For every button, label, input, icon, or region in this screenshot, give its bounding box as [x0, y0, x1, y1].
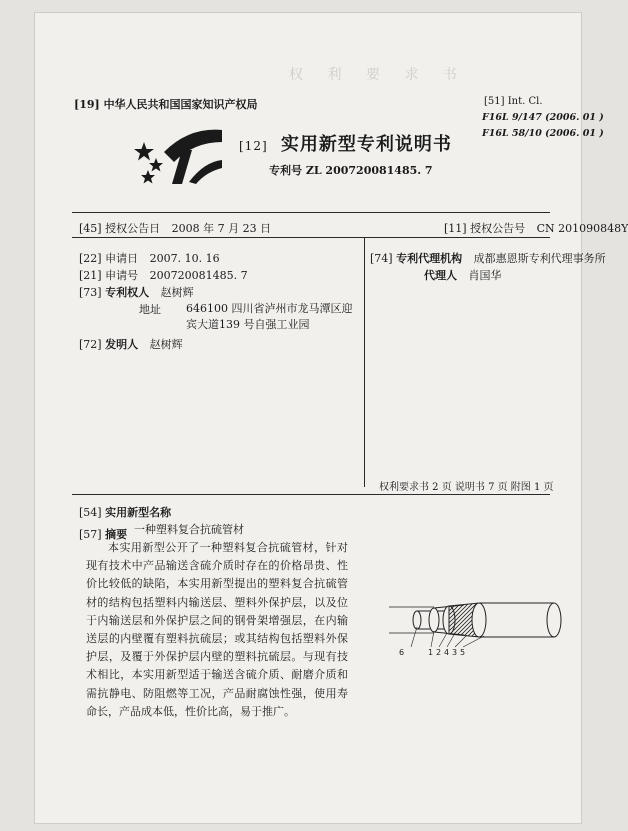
grant-date-label: 授权公告日	[105, 222, 161, 235]
figure-label-6: 6	[399, 648, 405, 657]
agent-value: 肖国华	[468, 269, 502, 282]
bleed-through-text: 权 利 要 求 书	[289, 67, 467, 83]
patentee	[79, 284, 194, 300]
application-number	[79, 267, 248, 283]
utility-name-number: [54]	[79, 506, 102, 519]
agency-label: 专利代理机构	[396, 252, 463, 265]
agency-value: 成都惠恩斯专利代理事务所	[473, 252, 606, 265]
application-number-value: 200720081485. 7	[149, 269, 248, 282]
inventor	[79, 336, 183, 352]
address-label: 地址	[139, 303, 161, 316]
patent-agency	[370, 250, 606, 266]
figure-label-3: 3	[452, 648, 458, 657]
figure-label-1: 1	[428, 648, 434, 657]
agency-number: [74]	[370, 252, 393, 265]
abstract-text: 本实用新型公开了一种塑料复合抗硫管材，针对现有技术中产品输送含硫介质时存在的价格昂贵、性价比较低的缺陷，本实用新型提出的塑料复合抗硫管材的结构包括塑料内输送层、塑料外保护层，以及位于内输送层和外保护层之间的钢骨架增强层，在内输送层的内壁覆有塑料抗硫层；或其结构包括塑料外保护层，及覆于外保护层内壁的塑料抗硫层。与现有技术相比，本实用新型适于输送含硫介质、耐磨介质和需抗静电、防阻燃等工况，产品耐腐蚀性强，使用寿命长，产品成本低，性价比高，易于推广。	[86, 541, 348, 718]
patent-number: 专利号 ZL 200720081485. 7	[269, 164, 433, 177]
sipo-logo-icon	[134, 122, 224, 192]
inventor-label: 发明人	[105, 338, 139, 351]
filing-date-label: 申请日	[105, 252, 139, 265]
abstract-number: [57]	[79, 528, 102, 541]
grant-number-number: [11]	[444, 222, 467, 235]
office-number: [19]	[74, 98, 100, 111]
filing-date	[79, 250, 220, 266]
filing-date-number: [22]	[79, 252, 102, 265]
grant-date	[79, 220, 271, 236]
application-number-label: 申请号	[105, 269, 139, 282]
title-text: 实用新型专利说明书	[280, 134, 452, 155]
utility-model-name-label	[79, 504, 171, 520]
inventor-number: [72]	[79, 338, 102, 351]
title-number: [12]	[239, 139, 268, 153]
int-cl-header	[484, 96, 543, 107]
figure-label-4: 4	[444, 648, 450, 657]
document-page	[34, 12, 628, 824]
patentee-number: [73]	[79, 286, 102, 299]
utility-model-name: 一种塑料复合抗硫管材	[134, 523, 244, 536]
grant-number-value: CN 201090848Y	[536, 222, 628, 235]
filing-date-value: 2007. 10. 16	[149, 252, 220, 265]
grant-number-label: 授权公告号	[470, 222, 526, 235]
utility-name-label: 实用新型名称	[105, 506, 172, 519]
int-cl-number: [51]	[484, 96, 505, 107]
ipc-class-2: F16L 58/10 (2006. 01 )	[482, 128, 604, 139]
inventor-value: 赵树辉	[149, 338, 183, 351]
patentee-label: 专利权人	[105, 286, 150, 299]
patent-agent	[424, 267, 502, 283]
abstract-heading-label: 摘要	[105, 528, 128, 541]
grant-date-value: 2008 年 7 月 23 日	[171, 222, 272, 235]
address-value: 646100 四川省泸州市龙马潭区迎宾大道139 号自强工业园	[186, 302, 353, 331]
column-divider	[364, 237, 365, 487]
patentee-value: 赵树辉	[160, 286, 194, 299]
application-number-number: [21]	[79, 269, 102, 282]
ipc-class-1: F16L 9/147 (2006. 01 )	[482, 112, 604, 123]
page-count-info: 权利要求书 2 页 说明书 7 页 附图 1 页	[379, 482, 554, 493]
office-header	[74, 96, 258, 112]
int-cl-label: Int. Cl.	[507, 96, 543, 107]
rule-bottom	[72, 494, 550, 495]
rule-top	[72, 212, 550, 213]
figure-label-2: 2	[436, 648, 442, 657]
rule-middle	[72, 237, 550, 238]
document-title	[239, 130, 452, 156]
office-name: 中华人民共和国国家知识产权局	[103, 98, 258, 111]
grant-number	[444, 220, 628, 236]
pipe-cross-section-figure	[389, 587, 564, 657]
figure-label-5: 5	[460, 648, 466, 657]
grant-date-number: [45]	[79, 222, 102, 235]
agent-label: 代理人	[424, 269, 457, 282]
